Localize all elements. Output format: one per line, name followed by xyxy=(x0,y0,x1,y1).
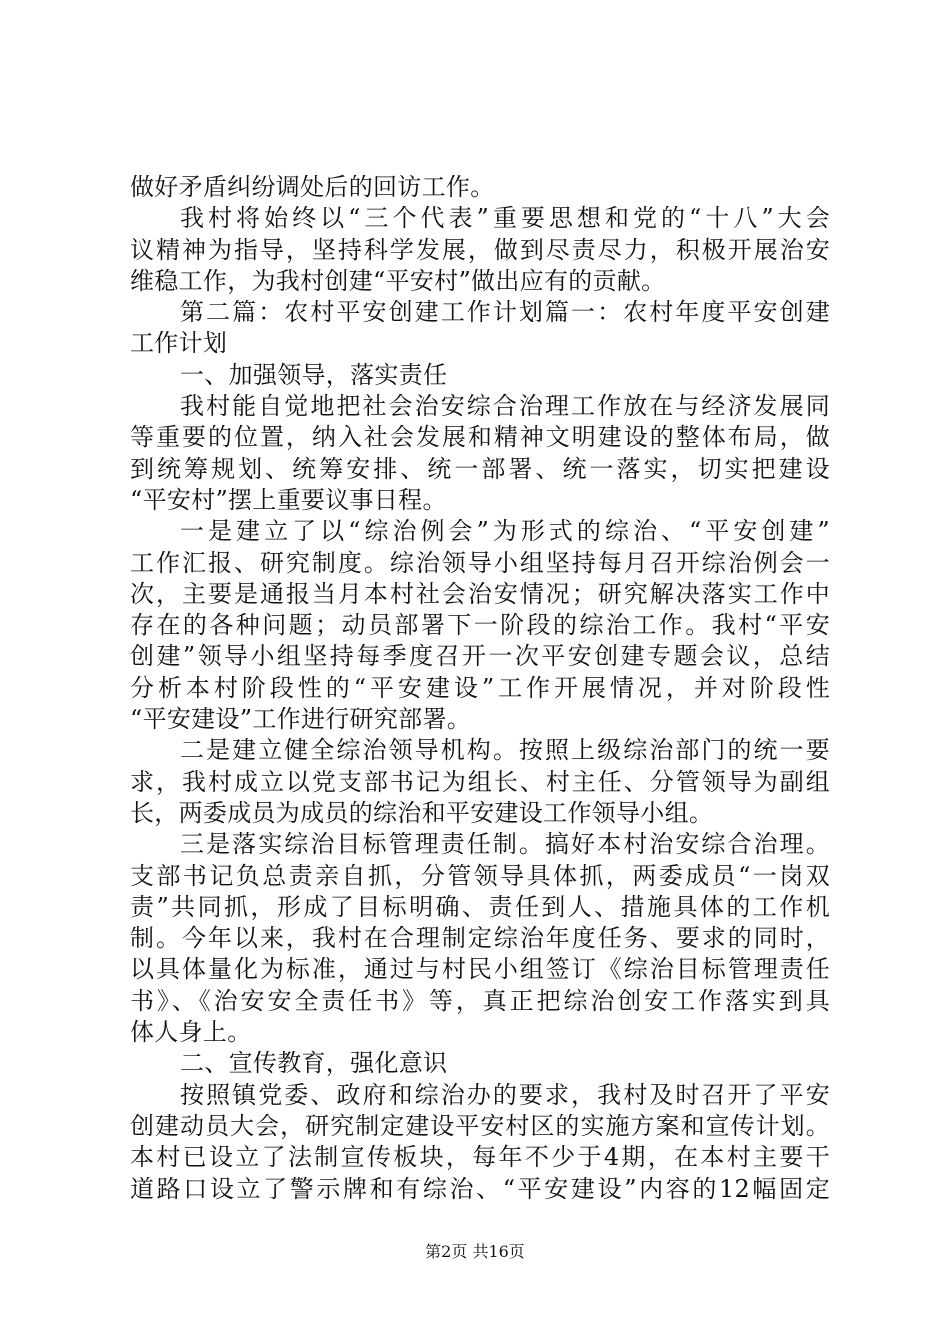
text-line: 以具体量化为标准，通过与村民小组签订《综治目标管理责任 xyxy=(130,955,830,984)
text-line: 一是建立了以“综治例会”为形式的综治、“平安创建” xyxy=(180,517,830,546)
text-line: 道路口设立了警示牌和有综治、“平安建设”内容的12幅固定 xyxy=(130,1174,830,1203)
text-line: 议精神为指导，坚持科学发展，做到尽责尽力，积极开展治安 xyxy=(130,235,830,264)
page-footer: 第2页 共16页 xyxy=(425,1242,525,1261)
text-line: 我村将始终以“三个代表”重要思想和党的“十八”大会 xyxy=(180,204,830,233)
text-line: 我村能自觉地把社会治安综合治理工作放在与经济发展同 xyxy=(180,392,830,421)
text-line: 二是建立健全综治领导机构。按照上级综治部门的统一要 xyxy=(180,736,830,765)
text-line: 工作计划 xyxy=(130,329,228,358)
text-line: 按照镇党委、政府和综治办的要求，我村及时召开了平安 xyxy=(180,1080,830,1109)
text-line: 工作汇报、研究制度。综治领导小组坚持每月召开综治例会一 xyxy=(130,548,830,577)
text-line: 三是落实综治目标管理责任制。搞好本村治安综合治理。 xyxy=(180,830,830,859)
text-line: 做好矛盾纠纷调处后的回访工作。 xyxy=(130,173,495,201)
text-line: 分析本村阶段性的“平安建设”工作开展情况，并对阶段性 xyxy=(130,673,830,702)
text-line: 维稳工作，为我村创建“平安村”做出应有的贡献。 xyxy=(130,266,666,295)
text-line: 二、宣传教育，强化意识 xyxy=(180,1049,448,1078)
text-line: 等重要的位置，纳入社会发展和精神文明建设的整体布局，做 xyxy=(130,423,830,452)
text-line: “平安建设”工作进行研究部署。 xyxy=(130,705,472,734)
text-line: 支部书记负总责亲自抓，分管领导具体抓，两委成员“一岗双 xyxy=(130,861,830,890)
text-line: 到统筹规划、统筹安排、统一部署、统一落实，切实把建设 xyxy=(130,454,830,483)
text-line: 次，主要是通报当月本村社会治安情况；研究解决落实工作中 xyxy=(130,579,830,608)
text-line: 本村已设立了法制宣传板块，每年不少于4期，在本村主要干 xyxy=(130,1143,830,1172)
text-line: 书》、《治安安全责任书》等，真正把综治创安工作落实到具 xyxy=(130,986,830,1015)
document-body xyxy=(130,172,830,1205)
text-line: 存在的各种问题；动员部署下一阶段的综治工作。我村“平安 xyxy=(130,611,830,640)
text-line: 一、加强领导，落实责任 xyxy=(180,360,448,389)
text-line: 创建”领导小组坚持每季度召开一次平安创建专题会议，总结 xyxy=(130,642,830,671)
text-line: “平安村”摆上重要议事日程。 xyxy=(130,485,447,514)
text-line: 体人身上。 xyxy=(130,1018,252,1047)
text-line: 求，我村成立以党支部书记为组长、村主任、分管领导为副组 xyxy=(130,767,830,796)
text-line: 第二篇：农村平安创建工作计划篇一：农村年度平安创建 xyxy=(180,298,830,327)
text-line: 制。今年以来，我村在合理制定综治年度任务、要求的同时， xyxy=(130,924,830,953)
text-line: 责”共同抓，形成了目标明确、责任到人、措施具体的工作机 xyxy=(130,892,830,921)
text-line: 长，两委成员为成员的综治和平安建设工作领导小组。 xyxy=(130,798,714,827)
text-line: 创建动员大会，研究制定建设平安村区的实施方案和宣传计划。 xyxy=(130,1111,830,1140)
